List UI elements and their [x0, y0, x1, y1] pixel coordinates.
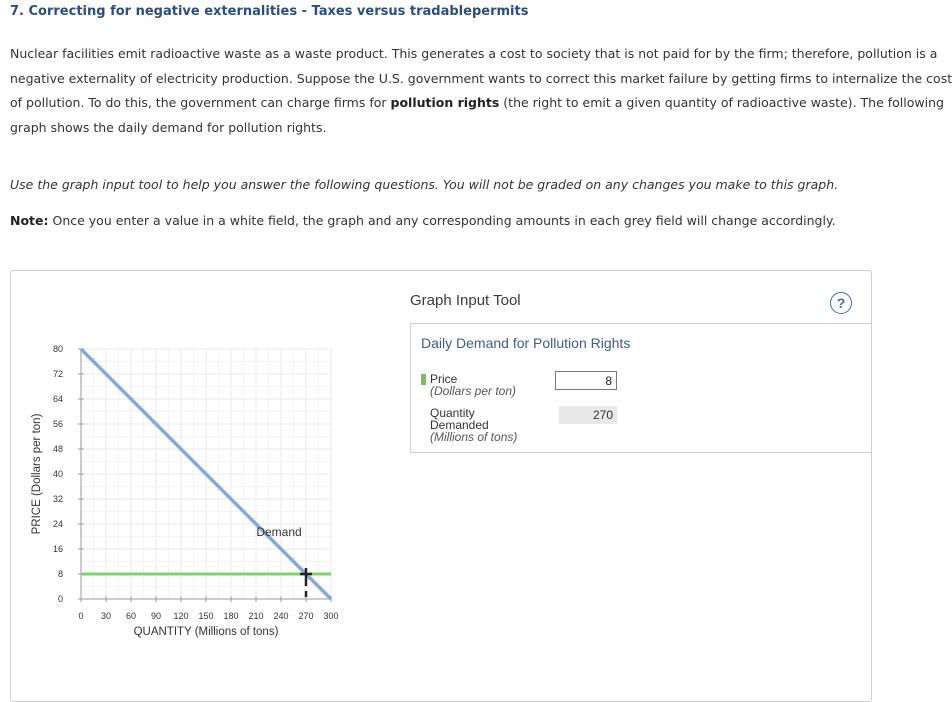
y-tick-label: 48: [52, 444, 63, 454]
quantity-unit: (Millions of tons): [430, 430, 518, 444]
y-tick-label: 64: [52, 394, 63, 404]
y-tick-label: 32: [52, 494, 63, 504]
x-axis-label: QUANTITY (Millions of tons): [133, 626, 279, 638]
price-unit: (Dollars per ton): [430, 384, 517, 398]
x-tick-label: 120: [173, 611, 189, 621]
instructions: Use the graph input tool to help you answer the following questions. You will not be graded on any changes you make to this graph.: [10, 177, 839, 192]
quantity-demanded-field: 270: [559, 406, 617, 424]
note-text: Once you enter a value in a white field, the graph and any corresponding amounts in each grey field will change accordingly.: [48, 213, 836, 228]
x-tick-label: 30: [100, 611, 112, 621]
y-tick-label: 80: [52, 344, 63, 354]
chart-ticks: [53, 344, 339, 621]
x-tick-label: 150: [198, 611, 214, 621]
paragraph-line-1: Nuclear facilities emit radioactive waste as a waste product. This generates a cost to society that is not paid for by the firm; therefore, pollution is a: [10, 46, 938, 61]
y-tick-label: 0: [57, 594, 63, 604]
quantity-label-1: Quantity: [430, 406, 475, 420]
help-icon[interactable]: ?: [830, 292, 852, 314]
y-tick-label: 8: [57, 569, 63, 579]
x-tick-label: 270: [298, 611, 314, 621]
x-tick-label: 300: [323, 611, 339, 621]
x-tick-label: 90: [150, 611, 162, 621]
y-tick-label: 40: [52, 469, 63, 479]
price-label: Price: [430, 372, 458, 386]
y-tick-label: 24: [52, 519, 63, 529]
paragraph-line-3-post: (the right to emit a given quantity of radioactive waste). The following: [499, 95, 944, 110]
question-title: 7. Correcting for negative externalities - Taxes versus tradablepermits: [10, 4, 529, 19]
demand-label: Demand: [256, 525, 302, 539]
x-tick-label: 60: [125, 611, 137, 621]
y-tick-label: 72: [52, 369, 63, 379]
y-tick-label: 16: [52, 544, 63, 554]
input-box-title: Daily Demand for Pollution Rights: [421, 335, 631, 351]
paragraph-line-4: graph shows the daily demand for pollution rights.: [10, 119, 327, 135]
note-label: Note:: [10, 213, 49, 228]
paragraph-line-3-pre: of pollution. To do this, the government can charge firms for: [10, 95, 391, 110]
price-input[interactable]: [555, 371, 617, 390]
x-tick-label: 0: [78, 611, 84, 621]
paragraph-line-2: negative externality of electricity production. Suppose the U.S. government wants to correct this market failure by getting firms to internalize the cost: [10, 70, 952, 86]
price-legend-swatch: [421, 374, 426, 385]
graph-input-tool-title: Graph Input Tool: [410, 292, 521, 309]
y-axis-label: PRICE (Dollars per ton): [31, 413, 43, 535]
x-tick-label: 180: [223, 611, 239, 621]
quantity-label-2: Demanded: [430, 418, 489, 432]
pollution-rights-term: pollution rights: [390, 95, 500, 110]
y-tick-label: 56: [52, 419, 63, 429]
x-tick-label: 210: [248, 611, 264, 621]
x-tick-label: 240: [273, 611, 289, 621]
graph-input-tool-box: [410, 323, 872, 453]
